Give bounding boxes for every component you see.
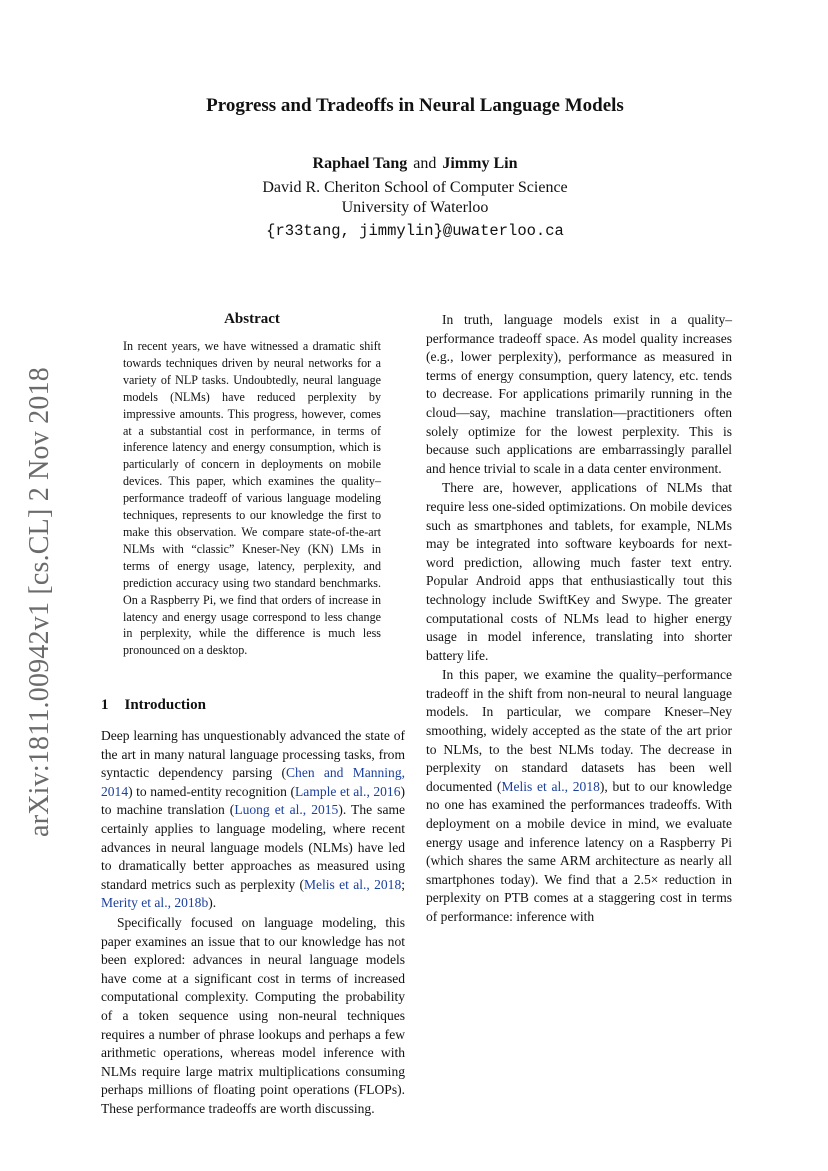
- author-conjunction: and: [413, 155, 437, 172]
- paper-title: Progress and Tradeoffs in Neural Language Models: [206, 95, 624, 116]
- section-number: 1: [101, 697, 109, 713]
- affiliation-university: University of Waterloo: [341, 199, 489, 216]
- citation-link[interactable]: Chen and Manning, 2014: [101, 765, 405, 799]
- left-column: [101, 727, 405, 1118]
- abstract-heading: Abstract: [224, 311, 280, 327]
- arxiv-identifier: arXiv:1811.00942v1 [cs.CL] 2 Nov 2018: [24, 367, 55, 837]
- affiliation-department: David R. Cheriton School of Computer Science: [262, 179, 568, 196]
- citation-link[interactable]: Merity et al., 2018b: [101, 895, 209, 911]
- citation-link[interactable]: Melis et al., 2018: [501, 778, 600, 794]
- arxiv-sidebar: [20, 362, 60, 842]
- right-column: [426, 311, 732, 927]
- citation-link[interactable]: Melis et al., 2018: [303, 876, 402, 892]
- abstract-body: In recent years, we have witnessed a dramatic shift towards techniques driven by neural networks for a variety of NLP tasks. Undoubtedly, neural language models (NLMs) have reduced perplexity by impressive amounts. This progress, however, comes at a substantial cost in performance, in terms of inference latency and energy consumption, which is particularly of concern in deployments on mobile devices. This paper, which examines the quality–performance tradeoff of various language modeling techniques, represents to our knowledge the first to make this observation. We compare state-of-the-art NLMs with “classic” Kneser-Ney (KN) LMs in terms of energy usage, latency, perplexity, and prediction accuracy using two standard benchmarks. On a Raspberry Pi, we find that orders of increase in latency and energy usage correspond to less change in perplexity, while the difference is much less pronounced on a desktop.: [123, 339, 381, 658]
- author-emails: {r33tang, jimmylin}@uwaterloo.ca: [266, 222, 564, 240]
- author-name: Raphael Tang: [312, 155, 408, 172]
- paragraph: Specifically focused on language modeling, this paper examines an issue that to our knowledge has not been explored: advances in neural language models have come at a significant cost in terms of increased computational complexity. Computing the probability of a token sequence using non-neural techniques requires a number of phrase lookups and perhaps a few arithmetic operations, whereas model inference with NLMs require large matrix multiplications consuming perhaps millions of floating point operations (FLOPs). These performance tradeoffs are worth discussing.: [101, 914, 405, 1116]
- paragraph: Deep learning has unquestionably advanced the state of the art in many natural language processing tasks, from syntactic dependency parsing (Chen and Manning, 2014) to named-entity recognition (Lample et al., 2016) to machine translation (Luong et al., 2015). The same certainly applies to language modeling, where recent advances in neural language models (NLMs) have led to dramatically better approaches as measured using standard metrics such as perplexity (Melis et al., 2018; Merity et al., 2018b).: [101, 728, 406, 911]
- citation-link[interactable]: Luong et al., 2015: [234, 802, 339, 818]
- citation-link[interactable]: Lample et al., 2016: [295, 783, 401, 799]
- author-name: Jimmy Lin: [442, 155, 518, 172]
- paragraph: In this paper, we examine the quality–performance tradeoff in the shift from non-neural to neural language models. In particular, we compare Kneser–Ney smoothing, widely accepted as the state of the art prior to NLMs, to the best NLMs today. The decrease in perplexity on standard datasets has been well documented (Melis et al., 2018), but to our knowledge no one has examined the performances tradeoffs. With deployment on a mobile device in mind, we evaluate energy usage and inference latency on a Raspberry Pi (which shares the same ARM architecture as nearly all smartphones today). We find that a 2.5× reduction in perplexity on PTB comes at a staggering cost in terms of performance: inference with: [426, 667, 732, 924]
- paragraph: In truth, language models exist in a quality–performance tradeoff space. As model quality increases (e.g., lower perplexity), performance as measured in terms of energy consumption, query latency, etc. tends to decrease. For applications primarily running in the cloud—say, machine translation—practitioners often solely optimize for the lowest perplexity. This is because such applications are embarrassingly parallel and hence trivial to scale in a data center environment.: [426, 312, 732, 476]
- section-title: Introduction: [124, 697, 206, 713]
- paragraph: There are, however, applications of NLMs that require less one-sided optimizations. On mobile devices such as smartphones and tablets, for example, NLMs may be integrated into software keyboards for next-word prediction, allowing much faster text entry. Popular Android apps that enthusiastically tout this technology include SwiftKey and Swype. The greater computational costs of NLMs lead to higher energy usage in model inference, translating into shorter battery life.: [426, 480, 732, 663]
- section-heading: [101, 697, 206, 714]
- authors: [100, 155, 730, 173]
